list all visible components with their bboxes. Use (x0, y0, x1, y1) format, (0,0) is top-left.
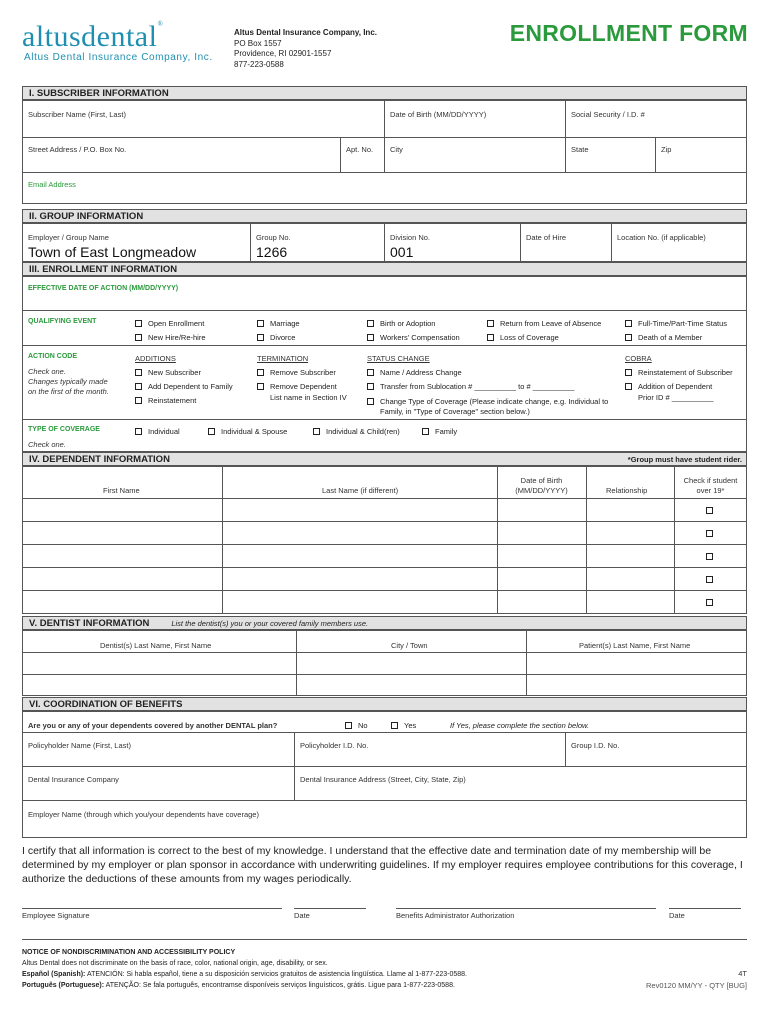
a-reinstatement[interactable]: Reinstatement (135, 396, 196, 405)
zip-field[interactable]: Zip (661, 145, 672, 154)
logo-tagline: Altus Dental Insurance Company, Inc. (24, 52, 213, 63)
cob-question: Are you or any of your dependents covered by another DENTAL plan? (28, 721, 278, 730)
termination-heading: TERMINATION (257, 354, 309, 363)
group-id-field[interactable]: Group I.D. No. (571, 741, 620, 750)
q-loss[interactable]: Loss of Coverage (487, 333, 559, 342)
s-change-coverage-note: Family, in "Type of Coverage" section below.) (380, 407, 530, 416)
date-line-2[interactable] (669, 908, 741, 909)
cob-if-yes-note: If Yes, please complete the section below. (450, 721, 590, 730)
q-fulltime[interactable]: Full-Time/Part-Time Status (625, 319, 727, 328)
effective-date-field[interactable]: EFFECTIVE DATE OF ACTION (MM/DD/YYYY) (28, 285, 179, 292)
s-change-coverage[interactable]: Change Type of Coverage (Please indicate change, e.g. Individual to (367, 397, 608, 406)
checkbox-icon (367, 320, 374, 327)
notice-divider (22, 939, 747, 940)
type-coverage-note: Check one. (28, 440, 66, 449)
q-new-hire[interactable]: New Hire/Re-hire (135, 333, 206, 342)
subscriber-name-field[interactable]: Subscriber Name (First, Last) (28, 110, 126, 119)
a-add-dependent[interactable]: Add Dependent to Family (135, 382, 233, 391)
dental-address-field[interactable]: Dental Insurance Address (Street, City, State, Zip) (300, 775, 466, 784)
email-field[interactable]: Email Address (28, 180, 76, 189)
employee-signature-line[interactable] (22, 908, 282, 909)
enrollment-section (22, 276, 747, 452)
employer-label: Employer / Group Name (28, 233, 109, 242)
checkbox-icon (625, 334, 632, 341)
street-address-field[interactable]: Street Address / P.O. Box No. (28, 145, 127, 154)
checkbox-icon (257, 334, 264, 341)
c-prior-id[interactable]: Prior ID # __________ (638, 393, 714, 402)
checkbox-icon (422, 428, 429, 435)
checkbox-icon (625, 320, 632, 327)
admin-signature-line[interactable] (396, 908, 656, 909)
checkbox-icon (257, 320, 264, 327)
division-label: Division No. (390, 233, 431, 242)
col-dob: Date of Birth (MM/DD/YYYY) (515, 476, 568, 495)
state-field[interactable]: State (571, 145, 589, 154)
company-address: Altus Dental Insurance Company, Inc. PO Box 1557 Providence, RI 02901-1557 877-223-0588 (234, 28, 377, 69)
date-label-2: Date (669, 911, 685, 920)
dob-field[interactable]: Date of Birth (MM/DD/YYYY) (390, 110, 487, 119)
type-coverage-label: TYPE OF COVERAGE (28, 426, 100, 433)
col-relationship: Relationship (606, 486, 648, 495)
division-value[interactable]: 001 (390, 244, 414, 260)
col-city: City / Town (391, 641, 428, 650)
t-remove-subscriber[interactable]: Remove Subscriber (257, 368, 336, 377)
student-checkbox-1[interactable] (706, 507, 713, 514)
ssn-field[interactable]: Social Security / I.D. # (571, 110, 645, 119)
checkbox-icon (487, 334, 494, 341)
cobra-heading: COBRA (625, 354, 652, 363)
c-reinstatement[interactable]: Reinstatement of Subscriber (625, 368, 733, 377)
c-add-dependent[interactable]: Addition of Dependent (625, 382, 712, 391)
t-remove-dependent[interactable]: Remove Dependent (257, 382, 337, 391)
checkbox-icon (257, 369, 264, 376)
a-new-subscriber[interactable]: New Subscriber (135, 368, 201, 377)
section-group-header: II. GROUP INFORMATION (22, 209, 747, 223)
tc-spouse[interactable]: Individual & Spouse (208, 427, 287, 436)
col-dentist: Dentist(s) Last Name, First Name (100, 641, 212, 650)
checkbox-icon (487, 320, 494, 327)
checkbox-icon (208, 428, 215, 435)
checkbox-icon (625, 369, 632, 376)
checkbox-icon (135, 334, 142, 341)
section-cob-header: VI. COORDINATION OF BENEFITS (22, 697, 747, 711)
q-return[interactable]: Return from Leave of Absence (487, 319, 601, 328)
section-dentist-header: V. DENTIST INFORMATION List the dentist(s) you or your covered family members use. (22, 616, 747, 630)
additions-heading: ADDITIONS (135, 354, 176, 363)
student-checkbox-4[interactable] (706, 576, 713, 583)
employer-value[interactable]: Town of East Longmeadow (28, 244, 197, 260)
q-workers[interactable]: Workers' Compensation (367, 333, 460, 342)
nondiscrimination-notice: NOTICE OF NONDISCRIMINATION AND ACCESSIBILITY POLICY Altus Dental does not discriminate on the basis of race, color, national origin, age, disability, or sex. Español (Spanish): ATENCIÓN: Si habla español, tiene a su disposición servicios gratuitos de asistencia lingüística. Llame al 1-877-223-0588. Português (Portuguese): ATENÇÃO: Se fala português, encontramse disponíveis serviços linguísticos, grátis. Ligue para 1-877-223-0588. (22, 949, 467, 989)
checkbox-icon (313, 428, 320, 435)
apt-field[interactable]: Apt. No. (346, 145, 374, 154)
admin-authorization-label: Benefits Administrator Authorization (396, 911, 515, 920)
cob-no[interactable]: No (345, 721, 368, 730)
revision-code: Rev0120 MM/YY - QTY [BUG] (645, 981, 747, 990)
col-first-name: First Name (103, 486, 140, 495)
cob-employer-field[interactable]: Employer Name (through which you/your dependents have coverage) (28, 810, 259, 819)
q-marriage[interactable]: Marriage (257, 319, 300, 328)
col-last-name: Last Name (if different) (322, 486, 399, 495)
q-birth[interactable]: Birth or Adoption (367, 319, 435, 328)
checkbox-icon (391, 722, 398, 729)
date-line-1[interactable] (294, 908, 366, 909)
section-subscriber-header: I. SUBSCRIBER INFORMATION (22, 86, 747, 100)
checkbox-icon (367, 398, 374, 405)
q-death[interactable]: Death of a Member (625, 333, 702, 342)
section-dependent-header: IV. DEPENDENT INFORMATION *Group must have student rider. (22, 452, 747, 466)
action-code-label: ACTION CODE (28, 353, 77, 360)
qualifying-event-label: QUALIFYING EVENT (28, 318, 97, 325)
tc-children[interactable]: Individual & Child(ren) (313, 427, 400, 436)
student-checkbox-2[interactable] (706, 530, 713, 537)
dental-company-field[interactable]: Dental Insurance Company (28, 775, 119, 784)
s-transfer[interactable]: Transfer from Sublocation # __________ to # __________ (367, 382, 574, 391)
checkbox-icon (135, 383, 142, 390)
dentist-table (22, 630, 747, 696)
checkbox-icon (367, 369, 374, 376)
tc-individual[interactable]: Individual (135, 427, 180, 436)
cob-yes[interactable]: Yes (391, 721, 416, 730)
student-checkbox-5[interactable] (706, 599, 713, 606)
form-code: 4T (738, 969, 747, 978)
policyholder-id-field[interactable]: Policyholder I.D. No. (300, 741, 369, 750)
action-code-note: Check one. Changes typically made on the first of the month. (28, 367, 109, 396)
status-change-heading: STATUS CHANGE (367, 354, 430, 363)
group-no-label: Group No. (256, 233, 291, 242)
section-enrollment-header: III. ENROLLMENT INFORMATION (22, 262, 747, 276)
checkbox-icon (135, 397, 142, 404)
checkbox-icon (257, 383, 264, 390)
policyholder-name-field[interactable]: Policyholder Name (First, Last) (28, 741, 131, 750)
checkbox-icon (135, 369, 142, 376)
col-patient: Patient(s) Last Name, First Name (579, 641, 691, 650)
student-checkbox-3[interactable] (706, 553, 713, 560)
hire-date-field[interactable]: Date of Hire (526, 233, 567, 242)
city-field[interactable]: City (390, 145, 403, 154)
checkbox-icon (135, 428, 142, 435)
certification-text: I certify that all information is correct to the best of my knowledge. I understand that the effective date and termination date of my membership will be determined by my employer or plan sponsor in accordance with underwriting guidelines. If my employer requires employee contributions for this coverage, I authorize the deductions of these amounts from my wages periodically. (22, 845, 743, 885)
form-title: ENROLLMENT FORM (509, 20, 748, 46)
q-divorce[interactable]: Divorce (257, 333, 295, 342)
checkbox-icon (367, 383, 374, 390)
checkbox-icon (135, 320, 142, 327)
q-open-enrollment[interactable]: Open Enrollment (135, 319, 204, 328)
group-no-value[interactable]: 1266 (256, 244, 288, 260)
s-name-change[interactable]: Name / Address Change (367, 368, 462, 377)
checkbox-icon (625, 383, 632, 390)
checkbox-icon (367, 334, 374, 341)
t-list-note: List name in Section IV (270, 393, 347, 402)
checkbox-icon (345, 722, 352, 729)
date-label-1: Date (294, 911, 310, 920)
tc-family[interactable]: Family (422, 427, 457, 436)
employee-signature-label: Employee Signature (22, 911, 90, 920)
location-field[interactable]: Location No. (if applicable) (617, 233, 706, 242)
col-student: Check if student over 19* (683, 476, 738, 495)
altus-dental-logo: altusdental® (22, 20, 164, 53)
